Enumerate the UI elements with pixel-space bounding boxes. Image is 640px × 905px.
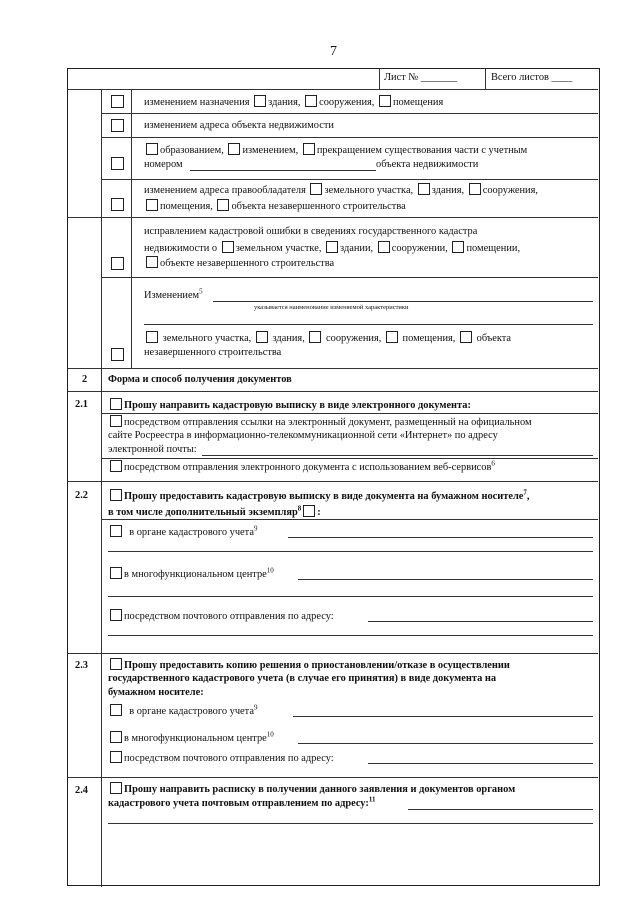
section-2-1-number: 2.1 (75, 399, 88, 410)
holder-address-line-2: помещения, объекта незавершенного строительства (144, 199, 406, 214)
change-object-checkbox[interactable] (460, 331, 472, 343)
change-land-checkbox[interactable] (146, 331, 158, 343)
error-line-1: исправлением кадастровой ошибки в сведениях государственного кадастра (144, 226, 478, 237)
section-2-3-number: 2.3 (75, 660, 88, 671)
s23-office-field[interactable] (293, 716, 593, 717)
s21-web-checkbox[interactable] (110, 460, 122, 472)
error-line-2: недвижимости о земельном участке, здании, сооружении, помещении, (144, 243, 521, 254)
holder-premises-checkbox[interactable] (146, 199, 158, 211)
purpose-change-checkbox[interactable] (111, 95, 124, 108)
building-checkbox[interactable] (254, 95, 266, 107)
form-frame (67, 68, 600, 886)
part-number-label: номером (144, 159, 183, 170)
part-number-field[interactable] (190, 170, 376, 171)
error-structure-checkbox[interactable] (378, 241, 390, 253)
total-sheets-label: Всего листов ____ (491, 72, 573, 83)
divider (131, 89, 132, 368)
change-objects-line-1: земельного участка, здания, сооружения, помещения, объекта (144, 331, 511, 346)
s24-title-line-2: кадастрового учета почтовым отправлением по адресу:$^{11}$ (108, 795, 376, 809)
s23-post-checkbox[interactable] (110, 751, 122, 763)
s22-checkbox[interactable] (110, 489, 122, 501)
s22-post-checkbox[interactable] (110, 609, 122, 621)
s23-title-line-3: бумажном носителе: (108, 687, 204, 698)
s23-post-field[interactable] (368, 763, 593, 764)
section-2-1-title: Прошу направить кадастровую выписку в виде электронного документа: (108, 398, 471, 413)
other-change-checkbox[interactable] (111, 348, 124, 361)
divider (101, 458, 598, 459)
s22-post-field[interactable] (368, 621, 593, 622)
part-line-1: образованием, изменением, прекращением существования части с учетным (144, 143, 527, 158)
s22-post-field-2[interactable] (108, 635, 593, 636)
s22-office-checkbox[interactable] (110, 525, 122, 537)
change-field-line-2[interactable] (144, 324, 593, 325)
s23-title-line-1: Прошу предоставить копию решения о приостановлении/отказе в осуществлении (108, 658, 593, 673)
holder-unfinished-checkbox[interactable] (217, 199, 229, 211)
change-structure-checkbox[interactable] (309, 331, 321, 343)
address-change-checkbox[interactable] (111, 119, 124, 132)
s21-web: посредством отправления электронного документа с использованием веб-сервисов$^6$ (108, 460, 495, 475)
divider (101, 89, 102, 368)
s21-checkbox[interactable] (110, 398, 122, 410)
holder-structure-checkbox[interactable] (469, 183, 481, 195)
holder-address-checkbox[interactable] (111, 198, 124, 211)
divider (68, 653, 598, 654)
s23-office: в органе кадастрового учета$^9$ (108, 704, 257, 719)
s22-title-line-1: Прошу предоставить кадастровую выписку в виде документа на бумажном носителе$^7$, (108, 489, 530, 504)
divider (101, 137, 598, 138)
s22-post: посредством почтового отправления по адресу: (108, 609, 334, 624)
part-object-label: объекта недвижимости (376, 159, 479, 170)
holder-address-line-1: изменением адреса правообладателя земельного участка, здания, сооружения, (144, 185, 538, 196)
divider (101, 519, 598, 520)
error-land-checkbox[interactable] (222, 241, 234, 253)
holder-building-checkbox[interactable] (418, 183, 430, 195)
extra-copy-checkbox[interactable] (303, 505, 315, 517)
email-field[interactable] (202, 455, 593, 456)
s22-mfc-checkbox[interactable] (110, 567, 122, 579)
s24-title-line-1: Прошу направить расписку в получении данного заявления и документов органом (108, 782, 593, 797)
error-unfinished-checkbox[interactable] (146, 256, 158, 268)
termination-checkbox[interactable] (303, 143, 315, 155)
address-change-label: изменением адреса объекта недвижимости (144, 120, 334, 131)
land-plot-checkbox[interactable] (310, 183, 322, 195)
s21-link-line-1: посредством отправления ссылки на электронный документ, размещенный на официальном (108, 415, 593, 430)
divider (101, 368, 102, 887)
error-line-3: объекте незавершенного строительства (144, 256, 334, 271)
change-objects-line-2: незавершенного строительства (144, 347, 282, 358)
s24-address-field-2[interactable] (108, 823, 593, 824)
error-building-checkbox[interactable] (326, 241, 338, 253)
section-2-number: 2 (82, 374, 88, 385)
s24-address-field[interactable] (408, 809, 593, 810)
divider (101, 113, 598, 114)
s21-link-line-3: электронной почты: (108, 444, 197, 455)
error-premises-checkbox[interactable] (452, 241, 464, 253)
s22-title-line-2: в том числе дополнительный экземпляр$^8$ : (108, 504, 321, 518)
s22-mfc-field[interactable] (298, 579, 593, 580)
change-building-checkbox[interactable] (256, 331, 268, 343)
divider (379, 69, 380, 89)
divider (68, 391, 598, 392)
divider (68, 89, 598, 90)
s22-office: в органе кадастрового учета$^9$ (108, 525, 257, 540)
formation-checkbox[interactable] (146, 143, 158, 155)
s24-checkbox[interactable] (110, 782, 122, 794)
s21-link-checkbox[interactable] (110, 415, 122, 427)
change-premises-checkbox[interactable] (386, 331, 398, 343)
part-change-checkbox[interactable] (228, 143, 240, 155)
premises-checkbox[interactable] (379, 95, 391, 107)
s23-mfc: в многофункциональном центре$^{10}$ (108, 731, 274, 746)
s23-checkbox[interactable] (110, 658, 122, 670)
divider (68, 217, 598, 218)
purpose-change-row: изменением назначения здания, сооружения, помещения (144, 97, 444, 108)
s22-mfc-field-2[interactable] (108, 596, 593, 597)
error-fix-checkbox[interactable] (111, 257, 124, 270)
divider (101, 277, 598, 278)
s22-office-field-2[interactable] (108, 551, 593, 552)
divider (68, 481, 598, 482)
s23-mfc-field[interactable] (298, 743, 593, 744)
s23-mfc-checkbox[interactable] (110, 731, 122, 743)
change-label: Изменением$^5$ (144, 287, 203, 301)
section-2-2-number: 2.2 (75, 490, 88, 501)
change-hint: указывается наименование изменяемой характеристики (254, 304, 409, 311)
divider (101, 179, 598, 180)
section-2-title: Форма и способ получения документов (108, 374, 292, 385)
s22-mfc: в многофункциональном центре$^{10}$ (108, 567, 274, 582)
s23-post: посредством почтового отправления по адресу: (108, 751, 334, 766)
s22-office-field[interactable] (288, 537, 593, 538)
page-number: 7 (330, 44, 337, 59)
divider (68, 777, 598, 778)
s21-link-line-2: сайте Росреестра в информационно-телекоммуникационной сети «Интернет» по адресу (108, 430, 498, 441)
section-2-4-number: 2.4 (75, 785, 88, 796)
divider (485, 69, 486, 89)
change-field[interactable] (213, 301, 593, 302)
s23-title-line-2: государственного кадастрового учета (в случае его принятия) в виде документа на (108, 673, 497, 684)
sheet-number-label: Лист № _______ (384, 72, 458, 83)
s23-office-checkbox[interactable] (110, 704, 122, 716)
part-checkbox[interactable] (111, 157, 124, 170)
divider (101, 413, 598, 414)
divider (68, 368, 598, 369)
structure-checkbox[interactable] (305, 95, 317, 107)
